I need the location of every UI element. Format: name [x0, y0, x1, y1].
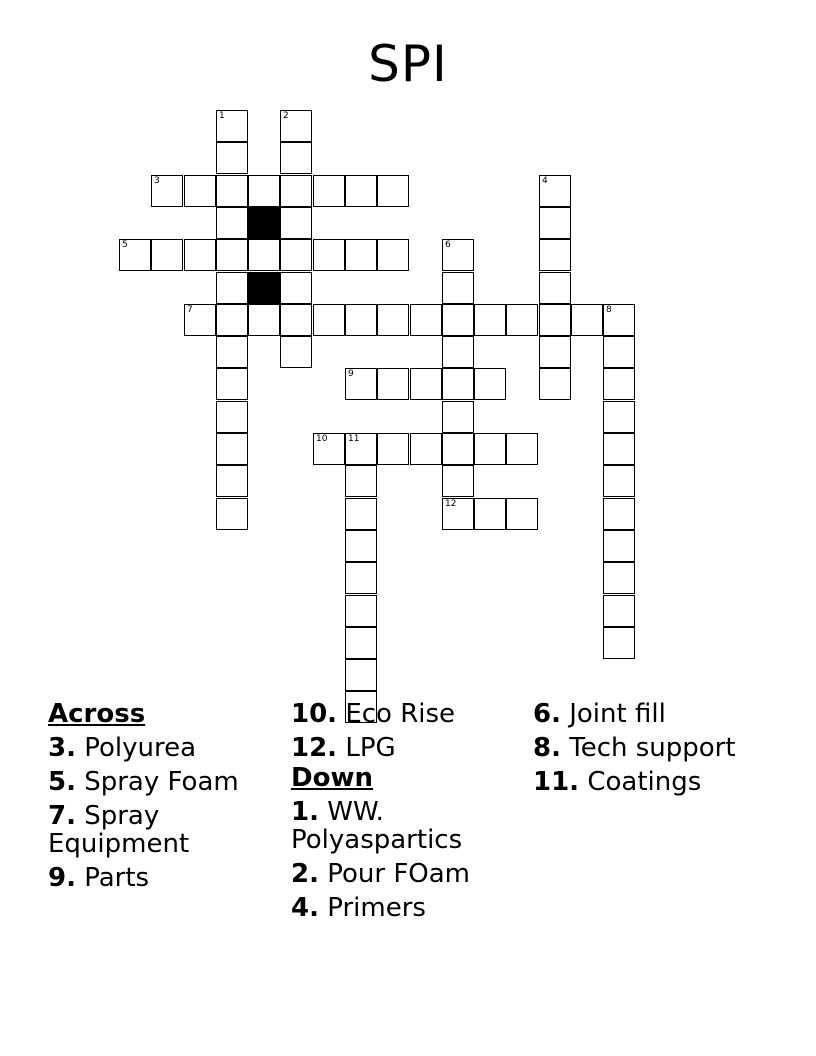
grid-cell[interactable] [442, 304, 474, 336]
grid-cell[interactable] [313, 304, 345, 336]
grid-cell[interactable] [184, 304, 216, 336]
grid-cell[interactable] [474, 498, 506, 530]
grid-cell[interactable] [474, 433, 506, 465]
grid-cell[interactable] [345, 175, 377, 207]
grid-cell[interactable] [410, 304, 442, 336]
grid-cell[interactable] [539, 239, 571, 271]
clue-across-7[interactable]: 7. Spray Equipment [48, 801, 190, 859]
clue-number: 3 [154, 176, 160, 186]
grid-cell[interactable] [345, 530, 377, 562]
grid-cell[interactable] [474, 368, 506, 400]
grid-cell[interactable] [506, 498, 538, 530]
grid-cell[interactable] [151, 175, 183, 207]
grid-cell[interactable] [603, 433, 635, 465]
grid-cell[interactable] [216, 207, 248, 239]
grid-cell[interactable] [410, 433, 442, 465]
grid-cell[interactable] [345, 627, 377, 659]
grid-cell[interactable] [603, 304, 635, 336]
grid-cell[interactable] [184, 239, 216, 271]
clue-across-9[interactable]: 9. Parts [48, 863, 150, 893]
clue-down-11[interactable]: 11. Coatings [533, 767, 702, 797]
clue-number: 2 [283, 111, 289, 121]
black-cell [248, 207, 280, 239]
grid-cell[interactable] [280, 110, 312, 142]
clue-number: 12 [445, 499, 457, 509]
grid-cell[interactable] [345, 659, 377, 691]
grid-cell[interactable] [216, 304, 248, 336]
grid-cell[interactable] [184, 175, 216, 207]
clue-down-6[interactable]: 6. Joint fill [533, 699, 666, 729]
clue-number: 8 [606, 305, 612, 315]
grid-cell[interactable] [216, 175, 248, 207]
clue-column-2 [291, 700, 526, 928]
grid-cell[interactable] [280, 336, 312, 368]
grid-cell[interactable] [345, 433, 377, 465]
grid-cell[interactable] [377, 175, 409, 207]
grid-cell[interactable] [539, 272, 571, 304]
clue-number: 10 [316, 434, 328, 444]
clue-number: 7 [187, 305, 193, 315]
grid-cell[interactable] [280, 272, 312, 304]
clue-down-8[interactable]: 8. Tech support [533, 733, 736, 763]
grid-cell[interactable] [313, 433, 345, 465]
grid-cell[interactable] [442, 433, 474, 465]
grid-cell[interactable] [442, 239, 474, 271]
grid-cell[interactable] [216, 401, 248, 433]
grid-cell[interactable] [603, 498, 635, 530]
down-heading: Down [291, 763, 373, 793]
grid-cell[interactable] [248, 175, 280, 207]
grid-cell[interactable] [442, 336, 474, 368]
grid-cell[interactable] [377, 433, 409, 465]
grid-cell[interactable] [377, 239, 409, 271]
grid-cell[interactable] [506, 304, 538, 336]
grid-cell[interactable] [216, 433, 248, 465]
grid-cell[interactable] [280, 239, 312, 271]
clue-across-3[interactable]: 3. Polyurea [48, 733, 197, 763]
grid-cell[interactable] [603, 336, 635, 368]
grid-cell[interactable] [345, 465, 377, 497]
clue-number: 6 [445, 240, 451, 250]
clue-down-4[interactable]: 4. Primers [291, 893, 426, 923]
grid-cell[interactable] [603, 401, 635, 433]
grid-cell[interactable] [216, 498, 248, 530]
grid-cell[interactable] [216, 336, 248, 368]
grid-cell[interactable] [248, 239, 280, 271]
grid-cell[interactable] [603, 465, 635, 497]
black-cell [248, 272, 280, 304]
grid-cell[interactable] [216, 239, 248, 271]
grid-cell[interactable] [377, 304, 409, 336]
clue-number: 9 [348, 369, 354, 379]
grid-cell[interactable] [280, 304, 312, 336]
grid-cell[interactable] [603, 562, 635, 594]
grid-cell[interactable] [571, 304, 603, 336]
grid-cell[interactable] [345, 304, 377, 336]
grid-cell[interactable] [313, 239, 345, 271]
grid-cell[interactable] [442, 401, 474, 433]
grid-cell[interactable] [442, 368, 474, 400]
grid-cell[interactable] [377, 368, 409, 400]
grid-cell[interactable] [280, 142, 312, 174]
across-heading: Across [48, 699, 146, 729]
grid-cell[interactable] [506, 433, 538, 465]
grid-cell[interactable] [280, 207, 312, 239]
clue-across-5[interactable]: 5. Spray Foam [48, 767, 239, 797]
clue-down-1[interactable]: 1. WW. Polyaspartics [291, 797, 463, 855]
clue-number: 1 [219, 111, 225, 121]
grid-cell[interactable] [539, 175, 571, 207]
grid-cell[interactable] [474, 304, 506, 336]
grid-cell[interactable] [313, 175, 345, 207]
grid-cell[interactable] [119, 239, 151, 271]
grid-cell[interactable] [603, 627, 635, 659]
grid-cell[interactable] [410, 368, 442, 400]
grid-cell[interactable] [280, 175, 312, 207]
grid-cell[interactable] [216, 110, 248, 142]
puzzle-title: SPI [368, 35, 448, 93]
grid-cell[interactable] [442, 272, 474, 304]
grid-cell[interactable] [539, 336, 571, 368]
grid-cell[interactable] [216, 465, 248, 497]
grid-cell[interactable] [442, 498, 474, 530]
grid-cell[interactable] [216, 368, 248, 400]
grid-cell[interactable] [345, 562, 377, 594]
clue-column-3 [533, 700, 768, 802]
grid-cell[interactable] [603, 595, 635, 627]
clue-across-12[interactable]: 12. LPG [291, 733, 396, 763]
grid-cell[interactable] [603, 530, 635, 562]
grid-cell[interactable] [539, 368, 571, 400]
grid-cell[interactable] [248, 304, 280, 336]
grid-cell[interactable] [539, 207, 571, 239]
grid-cell[interactable] [603, 368, 635, 400]
grid-cell[interactable] [216, 272, 248, 304]
grid-cell[interactable] [539, 304, 571, 336]
clue-across-10[interactable]: 10. Eco Rise [291, 699, 456, 729]
grid-cell[interactable] [151, 239, 183, 271]
grid-cell[interactable] [216, 142, 248, 174]
clue-number: 4 [542, 176, 548, 186]
clue-number: 5 [122, 240, 128, 250]
clue-column-1 [48, 700, 283, 898]
grid-cell[interactable] [442, 465, 474, 497]
clue-down-2[interactable]: 2. Pour FOam [291, 859, 471, 889]
grid-cell[interactable] [345, 595, 377, 627]
grid-cell[interactable] [345, 368, 377, 400]
grid-cell[interactable] [345, 239, 377, 271]
grid-cell[interactable] [345, 498, 377, 530]
clue-number: 11 [348, 434, 360, 444]
